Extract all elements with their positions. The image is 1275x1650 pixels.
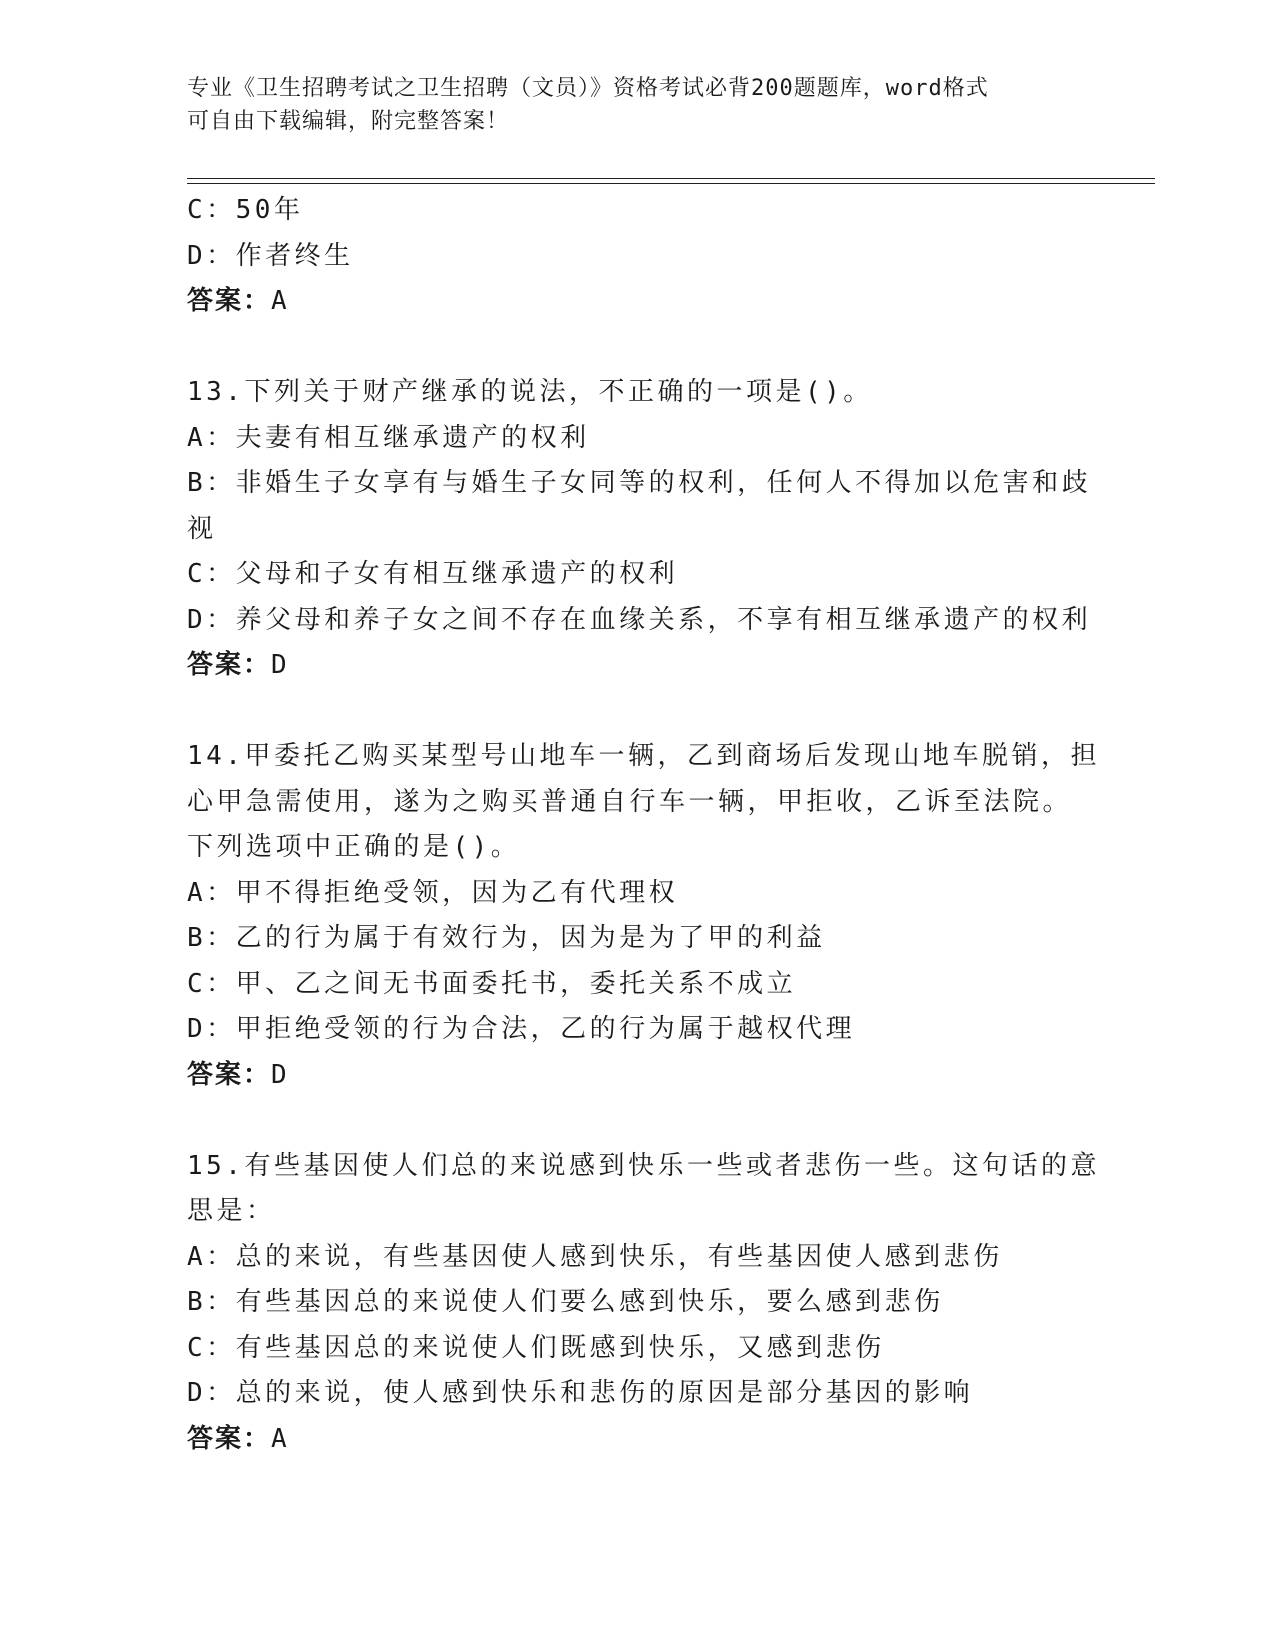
- answer-value: D: [271, 650, 289, 680]
- answer-label: 答案：: [187, 650, 272, 680]
- option-b-continued: 视: [187, 513, 217, 544]
- option-c: C：50年: [187, 195, 304, 225]
- option-b: B：乙的行为属于有效行为，因为是为了甲的利益: [187, 923, 826, 953]
- option-a: A：总的来说，有些基因使人感到快乐，有些基因使人感到悲伤: [187, 1241, 1003, 1272]
- answer-label: 答案：: [187, 286, 272, 316]
- option-a: A：甲不得拒绝受领，因为乙有代理权: [187, 877, 679, 908]
- question-15: [187, 1144, 1100, 1463]
- option-c: C：父母和子女有相互继承遗产的权利: [187, 559, 679, 589]
- answer-line: [187, 643, 1087, 689]
- document-header: [187, 72, 1087, 138]
- option-c: C：甲、乙之间无书面委托书，委托关系不成立: [187, 968, 797, 999]
- option-d: D：甲拒绝受领的行为合法，乙的行为属于越权代理: [187, 1014, 856, 1044]
- option-d: D：作者终生: [187, 240, 354, 271]
- question-stem-line: 14.甲委托乙购买某型号山地车一辆，乙到商场后发现山地车脱销，担: [187, 741, 1100, 771]
- question-stem-line: 15.有些基因使人们总的来说感到快乐一些或者悲伤一些。这句话的意: [187, 1150, 1100, 1181]
- header-line-1: 专业《卫生招聘考试之卫生招聘（文员）》资格考试必背200题题库，word格式: [187, 76, 989, 101]
- answer-value: A: [271, 286, 289, 316]
- answer-line: [187, 1053, 1087, 1099]
- answer-label: 答案：: [187, 1423, 272, 1454]
- option-d: D：总的来说，使人感到快乐和悲伤的原因是部分基因的影响: [187, 1378, 974, 1408]
- spacer: [187, 1098, 1087, 1144]
- question-14: [187, 734, 1100, 1098]
- question-stem-line: 心甲急需使用，遂为之购买普通自行车一辆，甲拒收，乙诉至法院。: [187, 786, 1073, 817]
- option-b: B：非婚生子女享有与婚生子女同等的权利，任何人不得加以危害和歧: [187, 468, 1092, 498]
- header-divider-top: [187, 178, 1155, 179]
- spacer: [187, 689, 1087, 735]
- option-b: B：有些基因总的来说使人们要么感到快乐，要么感到悲伤: [187, 1287, 944, 1317]
- option-c: C：有些基因总的来说使人们既感到快乐，又感到悲伤: [187, 1332, 885, 1363]
- answer-line: [187, 1417, 1087, 1463]
- document-body: [187, 188, 1100, 1462]
- answer-value: A: [271, 1423, 289, 1454]
- option-a: A：夫妻有相互继承遗产的权利: [187, 422, 590, 453]
- option-d: D：养父母和养子女之间不存在血缘关系，不享有相互继承遗产的权利: [187, 604, 1092, 635]
- question-stem-line: 13.下列关于财产继承的说法，不正确的一项是()。: [187, 377, 873, 407]
- spacer: [187, 325, 1087, 371]
- question-stem-line: 下列选项中正确的是()。: [187, 832, 521, 862]
- answer-value: D: [271, 1059, 289, 1090]
- answer-line: [187, 279, 1087, 325]
- answer-label: 答案：: [187, 1059, 272, 1090]
- prev-question-block: [187, 188, 1087, 325]
- question-stem-line: 思是：: [187, 1196, 276, 1226]
- header-line-2: 可自由下载编辑，附完整答案！: [187, 109, 510, 134]
- question-13: [187, 370, 1092, 689]
- header-divider-bottom: [187, 183, 1155, 184]
